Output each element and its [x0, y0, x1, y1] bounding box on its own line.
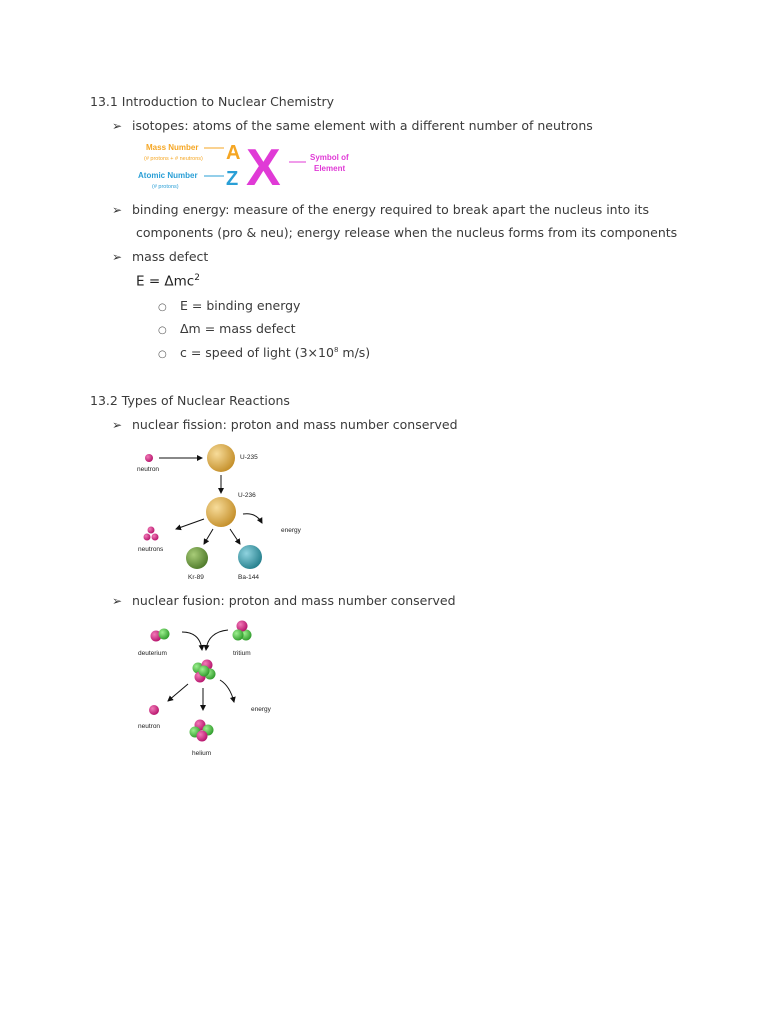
neutron-label: neutron — [137, 466, 160, 473]
kr-arrow — [204, 529, 213, 544]
mass-number-note: (# protons + # neutrons) — [144, 156, 203, 162]
released-neutron — [149, 705, 159, 715]
atomic-number-note: (# protons) — [152, 184, 179, 190]
bullet-binding-energy — [112, 202, 649, 217]
helium-label: helium — [192, 750, 212, 757]
sub-bullet-text: Δm = mass defect — [180, 321, 296, 336]
helium-proton-2 — [197, 731, 208, 742]
incoming-neutron — [145, 454, 153, 462]
arrow-bullet-icon: ➢ — [112, 418, 123, 432]
letter-z: Z — [226, 168, 239, 190]
bullet-text: mass defect — [132, 249, 209, 264]
symbol-label-2: Element — [314, 164, 346, 173]
symbol-label-1: Symbol of — [310, 153, 349, 162]
released-neutron-3 — [152, 534, 159, 541]
light-exponent: 8 — [333, 345, 339, 354]
energy-arrow — [243, 514, 262, 523]
sub-bullet-dm — [158, 321, 295, 336]
neutrons-arrow — [176, 519, 204, 529]
circle-bullet-icon: ○ — [158, 325, 167, 336]
bullet-fusion — [112, 593, 456, 608]
equation-text: E = Δmc — [136, 273, 195, 290]
letter-x: X — [246, 139, 281, 190]
tritium-neutron-2 — [233, 630, 244, 641]
deuterium-arrow — [182, 632, 202, 650]
deuterium-label: deuterium — [138, 650, 167, 657]
ba-arrow — [230, 529, 240, 544]
circle-bullet-icon: ○ — [158, 349, 167, 360]
mass-energy-equation — [136, 273, 200, 290]
arrow-bullet-icon: ➢ — [112, 203, 123, 217]
mass-number-label: Mass Number — [146, 143, 199, 152]
u236-nucleus — [206, 497, 236, 527]
sub-bullet-text-units: m/s) — [342, 345, 371, 360]
u235-nucleus — [207, 444, 235, 472]
section-heading-13-1: 13.1 Introduction to Nuclear Chemistry — [90, 94, 335, 109]
arrow-bullet-icon: ➢ — [112, 594, 123, 608]
compound-neutron-3 — [199, 666, 210, 677]
bullet-text: nuclear fusion: proton and mass number conserved — [132, 593, 456, 608]
u235-label: U-235 — [240, 454, 258, 461]
bullet-text: isotopes: atoms of the same element with a different number of neutrons — [132, 118, 593, 133]
isotope-notation-figure — [134, 138, 354, 190]
fusion-diagram — [134, 614, 279, 759]
neutron-label: neutron — [138, 723, 161, 730]
bullet-binding-energy-continued: components (pro & neu); energy release when the nucleus forms from its components — [136, 225, 678, 240]
letter-a: A — [226, 142, 241, 164]
released-neutron-1 — [148, 527, 155, 534]
ba144-label: Ba-144 — [238, 574, 259, 581]
energy-label: energy — [251, 706, 271, 713]
kr89-nucleus — [186, 547, 208, 569]
neutron-out-arrow — [168, 684, 188, 701]
deuterium-neutron — [159, 629, 170, 640]
sub-bullet-c — [158, 345, 370, 360]
sub-bullet-e — [158, 298, 300, 313]
bullet-mass-defect — [112, 249, 208, 264]
neutrons-label: neutrons — [138, 546, 164, 553]
circle-bullet-icon: ○ — [158, 302, 167, 313]
tritium-label: tritium — [233, 650, 251, 657]
sub-bullet-text: c = speed of light (3×10 — [180, 345, 334, 360]
released-neutron-2 — [144, 534, 151, 541]
tritium-arrow — [206, 630, 228, 650]
equation-exponent: 2 — [194, 273, 200, 283]
bullet-isotopes — [112, 118, 593, 133]
bullet-fission — [112, 417, 458, 432]
bullet-text: binding energy: measure of the energy required to break apart the nucleus into its — [132, 202, 650, 217]
u236-label: U-236 — [238, 492, 256, 499]
fission-diagram — [134, 440, 309, 585]
kr89-label: Kr-89 — [188, 574, 204, 581]
arrow-bullet-icon: ➢ — [112, 119, 123, 133]
section-heading-13-2: 13.2 Types of Nuclear Reactions — [90, 393, 290, 408]
ba144-nucleus — [238, 545, 262, 569]
arrow-bullet-icon: ➢ — [112, 250, 123, 264]
atomic-number-label: Atomic Number — [138, 171, 198, 180]
energy-label: energy — [281, 527, 301, 534]
energy-arrow — [220, 680, 234, 702]
bullet-text: nuclear fission: proton and mass number conserved — [132, 417, 458, 432]
sub-bullet-text: E = binding energy — [180, 298, 301, 313]
